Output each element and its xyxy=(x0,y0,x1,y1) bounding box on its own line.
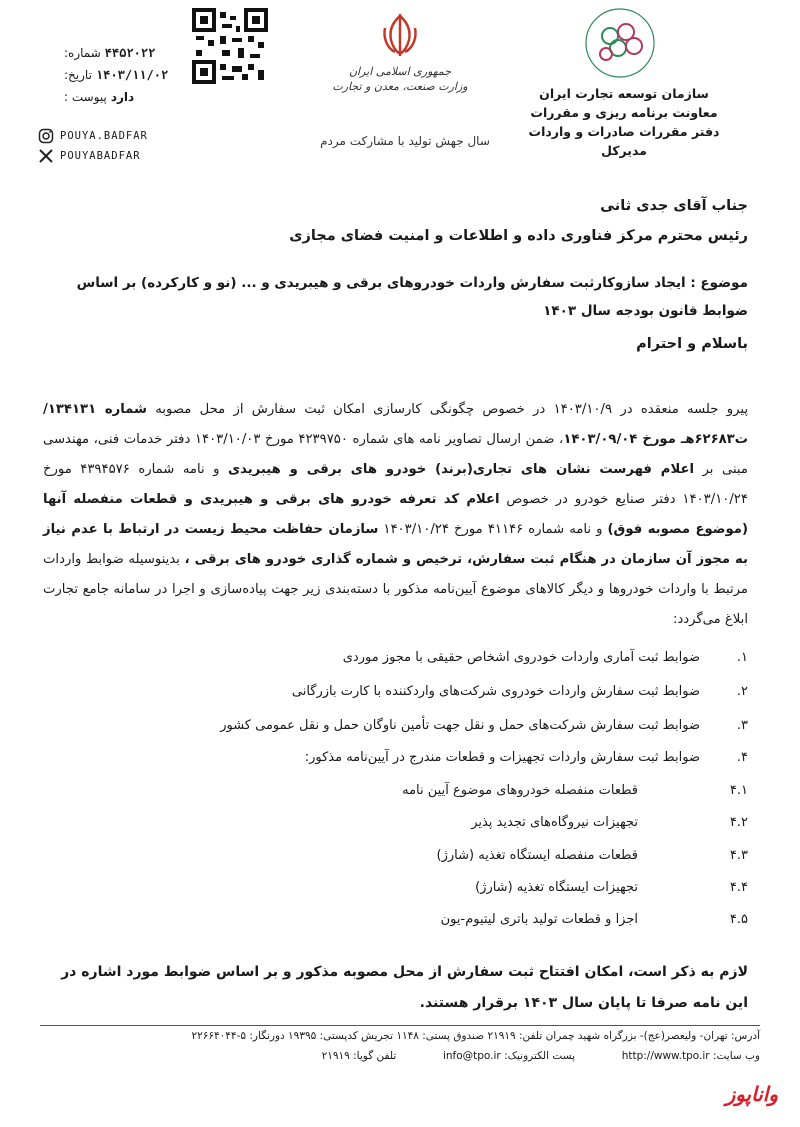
list-item: ۱. ضوابط ثبت آماری واردات خودروی اشخاص حقیقی با مجوز موردی xyxy=(342,650,748,665)
sub-list-item: ۴.۲ تجهیزات نیروگاه‌های تجدید پذیر xyxy=(471,815,748,830)
social-handles xyxy=(38,126,188,166)
recipient-title: رئیس محترم مرکز فناوری داده و اطلاعات و امنیت فضای مجازی xyxy=(289,228,748,244)
paragraph-run: بدینوسیله ضوابط واردات مرتبط با واردات خودروها و دیگر کالاهای موضوع آیین‌نامه مذکور با دسته‌بندی زیر جهت پیاده‌سازی و اجرا در سامانه جامع تجارت ابلاغ می‌گردد: xyxy=(43,552,748,627)
qr-code[interactable] xyxy=(192,8,268,84)
letter-subject: موضوع : ایجاد سازوکارثبت سفارش واردات خودروهای برقی و هیبریدی و ... (نو و کارکرده) بر اساس ضوابط قانون بودجه سال ۱۴۰۳ xyxy=(76,275,748,319)
org-line: دفتر مقررات صادرات و واردات xyxy=(528,124,720,139)
paragraph-run: اعلام فهرست نشان های تجاری(برند) خودرو های برقی و هیبریدی xyxy=(228,462,695,477)
organization-header xyxy=(504,84,744,160)
year-slogan: سال جهش تولید با مشارکت مردم xyxy=(320,134,490,148)
ministry-title xyxy=(330,64,470,94)
iran-emblem-icon xyxy=(375,12,425,58)
website-link[interactable]: http://www.tpo.ir xyxy=(621,1050,710,1062)
paragraph-run: شماره ۱۳۴۱۳۱/ت۶۲۶۸۳هـ مورخ ۱۴۰۳/۰۹/۰۴ xyxy=(43,402,748,447)
phone-number: تلفن گویا: ۲۱۹۱۹ xyxy=(321,1050,397,1062)
email-link[interactable]: info@tpo.ir xyxy=(442,1050,501,1062)
letter-metadata xyxy=(64,42,188,108)
paragraph-run: پیرو جلسه منعقده در ۱۴۰۳/۱۰/۹ در خصوص چگونگی کارسازی امکان ثبت سفارش از محل مصوبه xyxy=(146,402,748,417)
paragraph-run: و نامه شماره ۴۳۹۴۵۷۶ مورخ ۱۴۰۳/۱۰/۲۴ دفتر صنایع خودرو در خصوص xyxy=(43,462,748,507)
x-icon xyxy=(38,148,54,164)
x-handle[interactable]: POUYABADFAR xyxy=(38,146,188,166)
paragraph-run: و نامه شماره ۴۱۱۴۶ مورخ ۱۴۰۳/۱۰/۲۴ xyxy=(378,522,608,537)
paragraph-run: سازمان حفاظت محیط زیست در ارتباط با عدم نیاز به مجوز آن سازمان در هنگام ثبت سفارش، ترخیص و شماره گذاری خودرو های برقی ، xyxy=(43,522,748,567)
list-item: ۳. ضوابط ثبت سفارش شرکت‌های حمل و نقل جهت تأمین ناوگان حمل و نقل عمومی کشور xyxy=(220,718,748,733)
letter-attachment: پیوست : دارد xyxy=(64,90,135,104)
instagram-handle[interactable]: POUYA.BADFAR xyxy=(38,126,188,146)
instagram-icon xyxy=(38,128,54,144)
closing-statement: لازم به ذکر است، امکان افتتاح ثبت سفارش از محل مصوبه مذکور و بر اساس ضوابط مورد اشاره در این نامه صرفا تا پایان سال ۱۴۰۳ برقرار هستند. xyxy=(61,964,748,1011)
sub-list-item: ۴.۱ قطعات منفصله خودروهای موضوع آیین نامه xyxy=(402,783,748,798)
list-item: ۲. ضوابط ثبت سفارش واردات خودروی شرکت‌های واردکننده با کارت بازرگانی xyxy=(291,684,748,699)
paragraph-run: ، ضمن ارسال تصاویر نامه های شماره ۴۲۳۹۷۵۰ مورخ ۱۴۰۳/۱۰/۰۳ دفتر خدمات فنی، مهندسی مبنی بر xyxy=(43,432,748,477)
sub-list-item: ۴.۵ اجزا و قطعات تولید باتری لیتیوم-یون xyxy=(440,912,748,927)
org-line: معاونت برنامه ریزی و مقررات xyxy=(530,105,718,120)
greeting: باسلام و احترام xyxy=(636,336,748,352)
sub-list-item: ۴.۳ قطعات منفصله ایستگاه تغذیه (شارژ) xyxy=(436,848,748,863)
paragraph-run: اعلام کد تعرفه خودرو های برقی و هیبریدی و قطعات منفصله آنها (موضوع مصوبه فوق) xyxy=(43,492,748,537)
org-line: سازمان توسعه تجارت ایران xyxy=(539,86,709,101)
letter-body-paragraph xyxy=(43,395,748,635)
footer-contacts: وب سایت: http://www.tpo.ir پست الکترونیک: info@tpo.ir تلفن گویا: ۲۱۹۱۹ xyxy=(321,1050,760,1062)
recipient-name: جناب آقای جدی ثانی xyxy=(600,198,748,214)
tpo-logo xyxy=(572,6,668,80)
footer-divider xyxy=(40,1025,760,1026)
org-line: مدیرکل xyxy=(601,143,647,158)
list-item: ۴. ضوابط ثبت سفارش واردات تجهیزات و قطعات مندرج در آیین‌نامه مذکور: xyxy=(304,750,748,765)
footer-address: آدرس: تهران- ولیعصر(عج)- بزرگراه شهید چمران تلفن: ۲۱۹۱۹ صندوق پستی: ۱۱۴۸ تجریش کدپستی: ۱۹۳۹۵ دورنگار: ۵-۲۲۶۶۴۰۴۴ xyxy=(191,1030,760,1042)
ministry-line: جمهوری اسلامی ایران xyxy=(348,65,452,78)
letter-date: تاریخ: ۱۴۰۳/۱۱/۰۲ xyxy=(64,68,169,82)
sub-list-item: ۴.۴ تجهیزات ایستگاه تغذیه (شارژ) xyxy=(475,880,748,895)
watermark-logo: واناپوز xyxy=(725,1082,778,1106)
letter-number: شماره: ۴۴۵۲۰۲۲ xyxy=(64,46,156,60)
ministry-line: وزارت صنعت، معدن و تجارت xyxy=(332,80,468,93)
